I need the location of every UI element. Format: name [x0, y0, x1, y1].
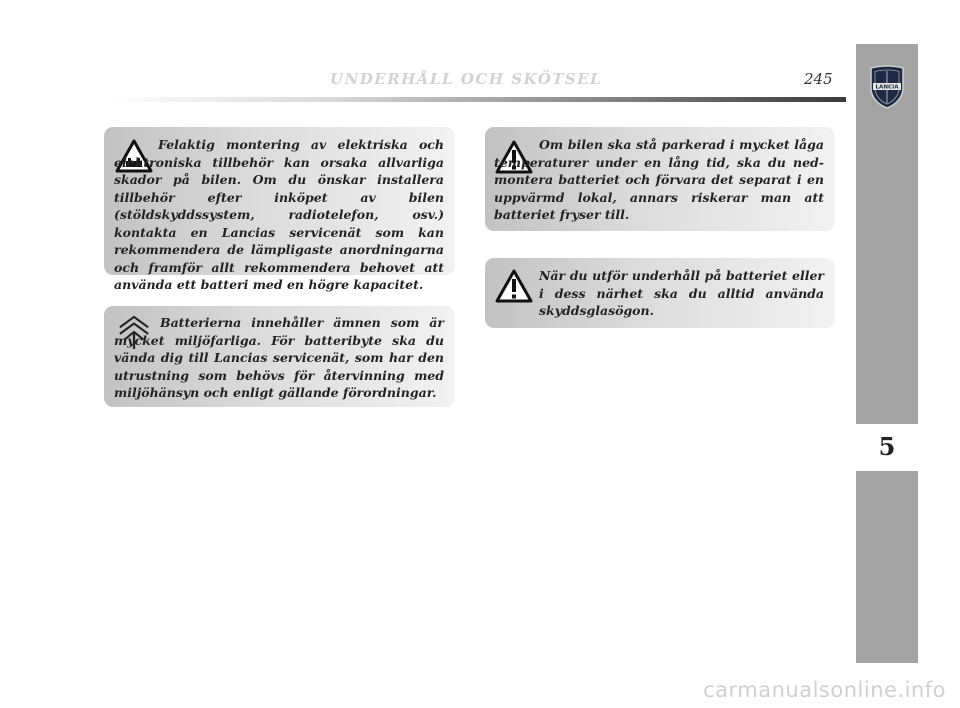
- warning-triangle-icon: [494, 268, 534, 304]
- note-text: Om bilen ska stå parkerad i mycket låga temperaturer under en lång tid, ska du nedmontera batteriet och förvara det separat i en uppvärmd lokal, annars riskerar man att batteriet fryser till.: [494, 137, 824, 222]
- note-text: När du utför underhåll på batteriet eller i dess närhet ska du alltid använda skyddsglasögon.: [539, 268, 824, 318]
- note-text: Felaktig montering av elektriska och elektroniska tillbehör kan orsaka allvarliga skador på bilen. Om du önskar installera tillbehör efter inköpet av bilen (stöldskyddssystem, radiotelefon, osv.) kontakta en Lancias servicenät som kan rekommendera de lämpligaste anordningarna och framför allt rekommendera behovet att använda ett batteri med en högre kapacitet.: [114, 137, 444, 292]
- page-number: 245: [804, 70, 833, 88]
- header-rule: [108, 97, 846, 102]
- note-text: Batterierna innehåller ämnen som är mycket miljöfarliga. För batteribyte ska du vända dig till Lancias servicenät, som har den utrustning som behövs för återvinning med miljöhänsyn och enligt gällande förordningar.: [114, 315, 444, 400]
- page-header-title: UNDERHÅLL OCH SKÖTSEL: [330, 70, 603, 88]
- watermark: carmanualsonline.info: [703, 678, 946, 702]
- lancia-logo-icon: [868, 64, 906, 110]
- chapter-number: 5: [878, 432, 896, 461]
- chapter-strip-bottom: [856, 471, 918, 663]
- logo-text: LANCIA: [875, 84, 899, 91]
